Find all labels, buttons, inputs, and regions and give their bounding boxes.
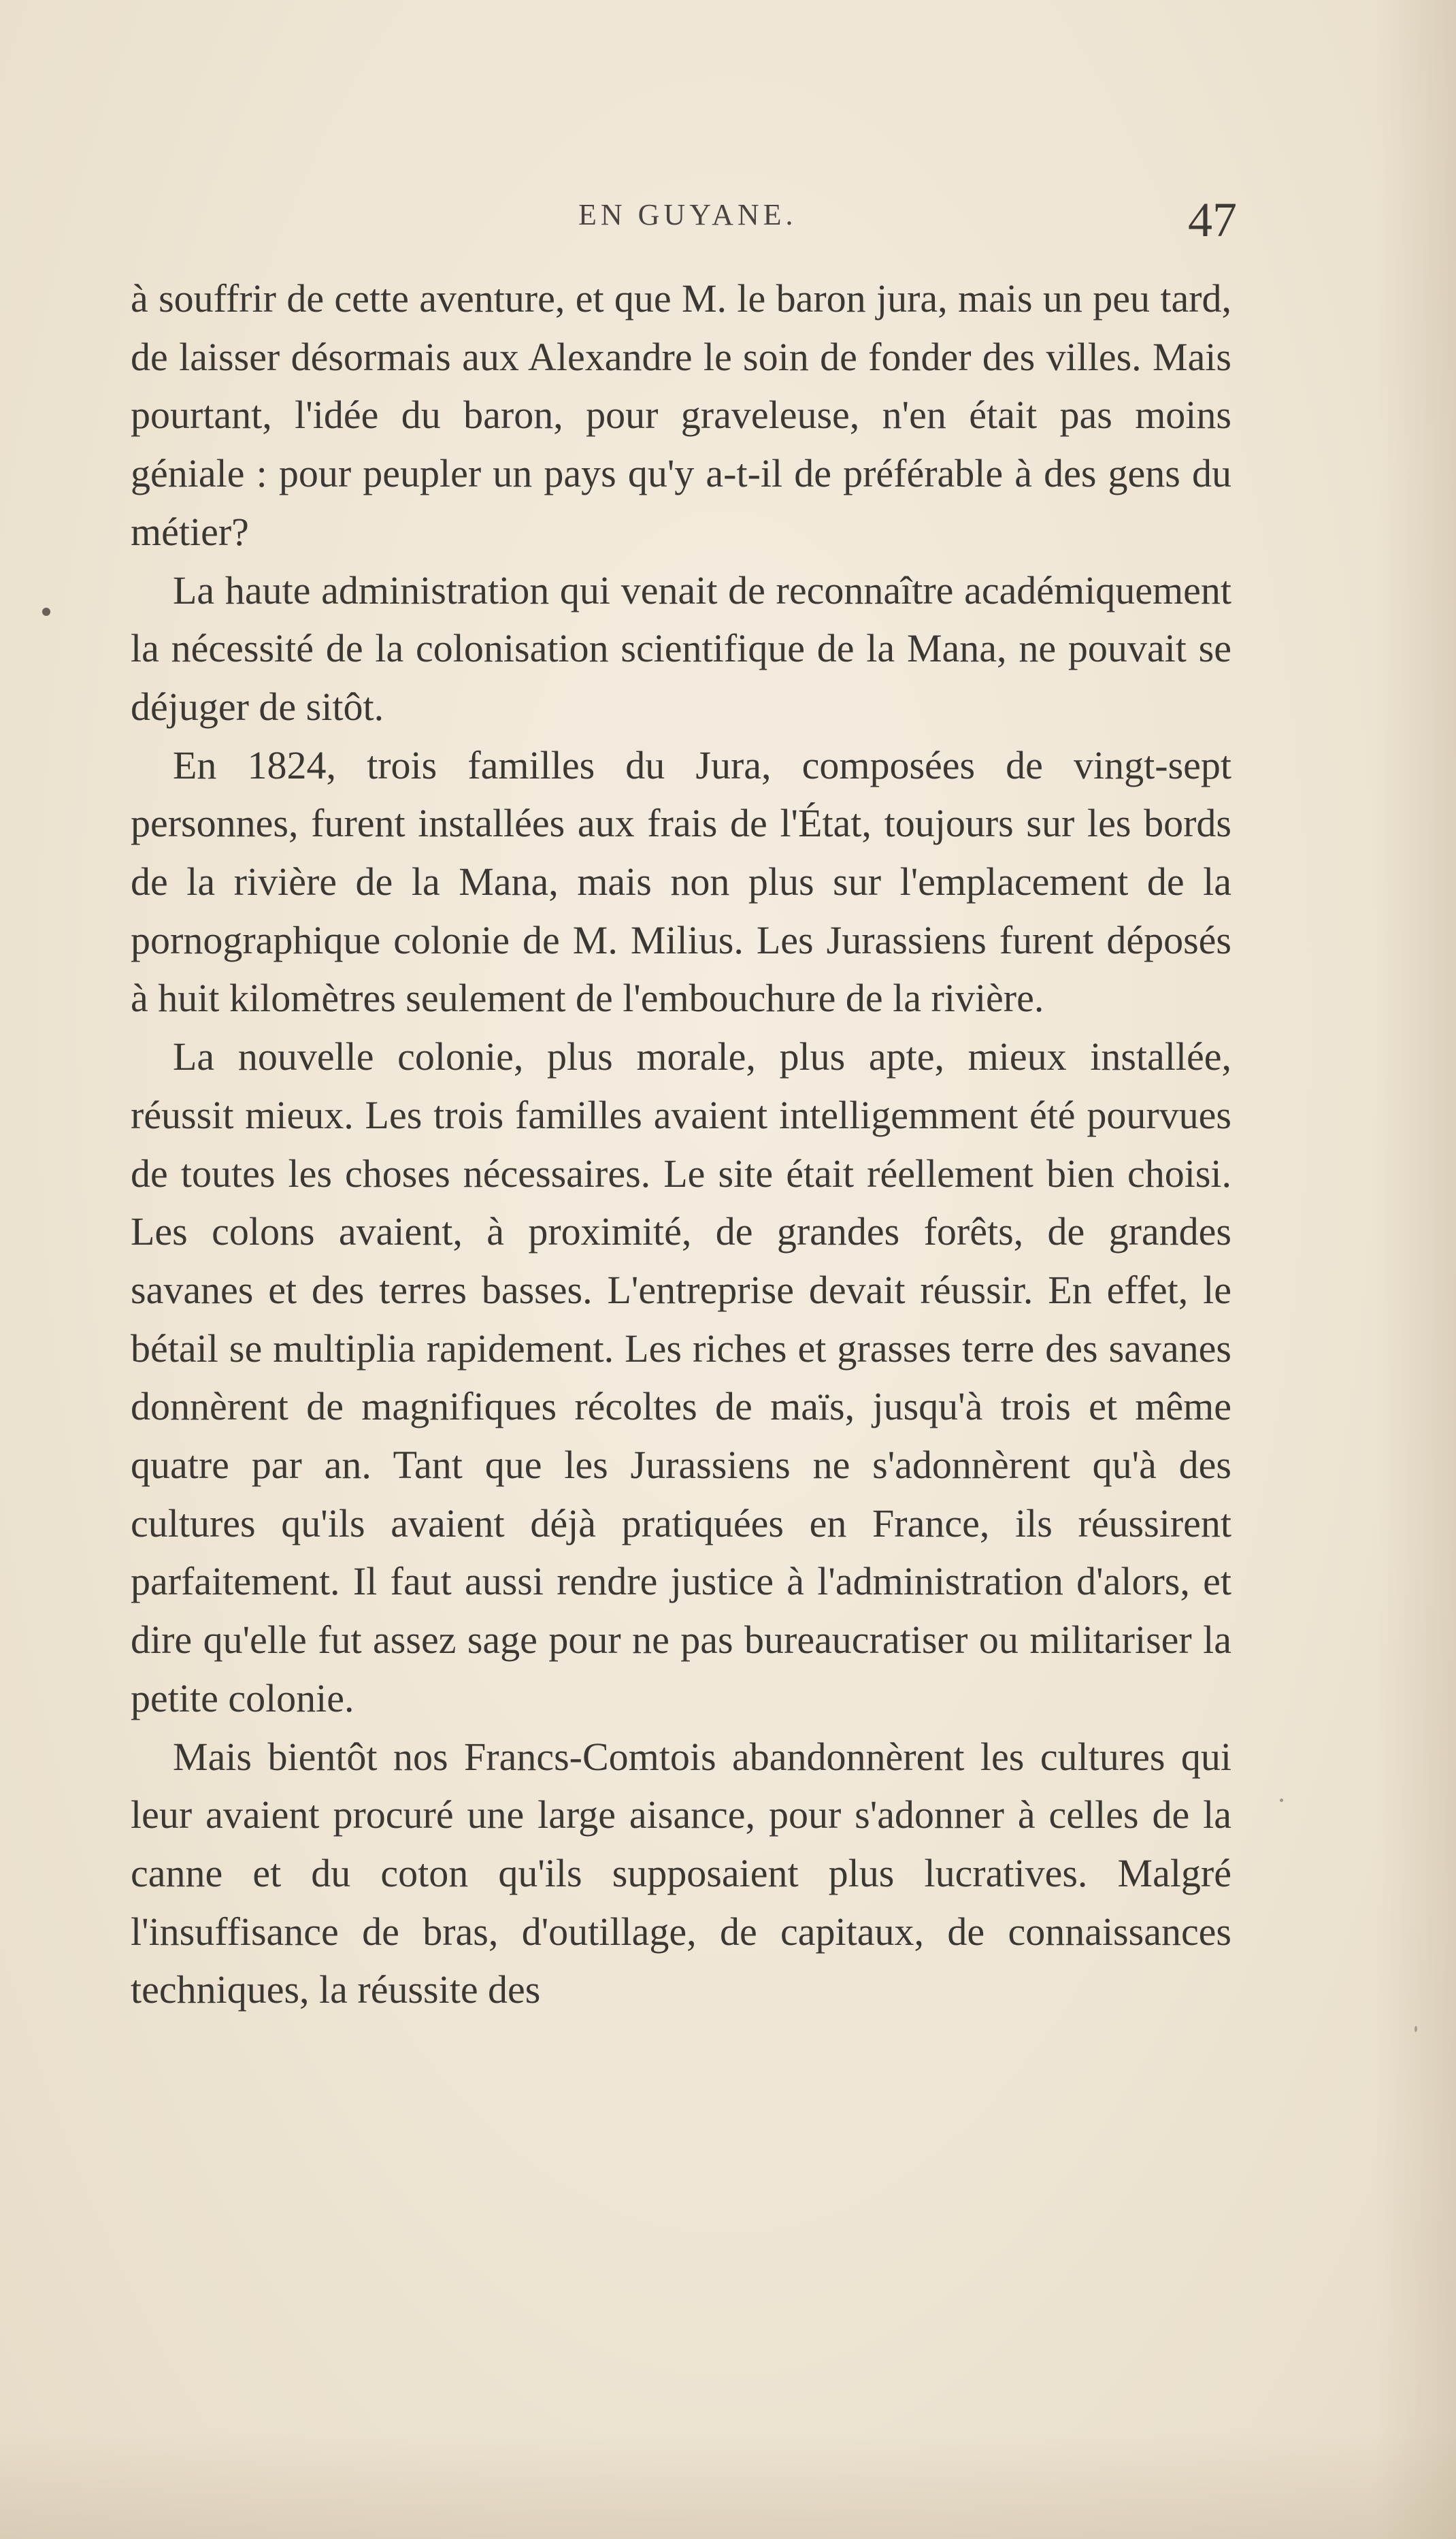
page-edge-shadow bbox=[1374, 0, 1456, 2539]
running-head bbox=[0, 193, 1456, 247]
paper-speck bbox=[42, 608, 50, 616]
paragraph-3: En 1824, trois familles du Jura, composées de vingt-sept personnes, furent installées aux frais de l'État, toujours sur les bords de la rivière de la Mana, mais non plus sur l'emplacement de la pornographique colonie de M. Milius. Les Jurassiens furent déposés à huit kilomètres seulement de l'embouchure de la rivière. bbox=[131, 742, 1231, 1021]
paragraph-5: Mais bientôt nos Francs-Comtois abandonnèrent les cultures qui leur avaient procuré une large aisance, pour s'adonner à celles de la canne et du coton qu'ils supposaient plus lucratives. Malgré l'insuffisance de bras, d'outillage, de capitaux, de connaissances techniques, la réussite des bbox=[131, 1734, 1231, 2012]
body-text bbox=[131, 269, 1231, 2019]
running-title: EN GUYANE. bbox=[578, 198, 797, 231]
paragraph-4: La nouvelle colonie, plus morale, plus apte, mieux installée, réussit mieux. Les trois familles avaient intelligemment été pourvues de toutes les choses nécessaires. Le site était réellement bien choisi. Les colons avaient, à proximité, de grandes forêts, de grandes savanes et des terres basses. L'entreprise devait réussir. En effet, le bétail se multiplia rapidement. Les riches et grasses terre des savanes donnèrent de magnifiques récoltes de maïs, jusqu'à trois et même quatre par an. Tant que les Jurassiens ne s'adonnèrent qu'à des cultures qu'ils avaient déjà pratiquées en France, ils réussirent parfaitement. Il faut aussi rendre justice à l'administration d'alors, et dire qu'elle fut assez sage pour ne pas bureaucratiser ou militariser la petite colonie. bbox=[131, 1034, 1231, 1720]
paper-speck bbox=[1280, 1799, 1283, 1802]
paper-speck bbox=[1414, 2026, 1417, 2032]
paragraph-1: à souffrir de cette aventure, et que M. le baron jura, mais un peu tard, de laisser désormais aux Alexandre le soin de fonder des villes. Mais pourtant, l'idée du baron, pour graveleuse, n'en était pas moins géniale : pour peupler un pays qu'y a-t-il de préférable à des gens du métier? bbox=[131, 276, 1231, 554]
page-number: 47 bbox=[1188, 193, 1237, 247]
page-bottom-shadow bbox=[0, 2430, 1456, 2539]
paragraph-2: La haute administration qui venait de reconnaître académiquement la nécessité de la colonisation scientifique de la Mana, ne pouvait se déjuger de sitôt. bbox=[131, 568, 1231, 729]
